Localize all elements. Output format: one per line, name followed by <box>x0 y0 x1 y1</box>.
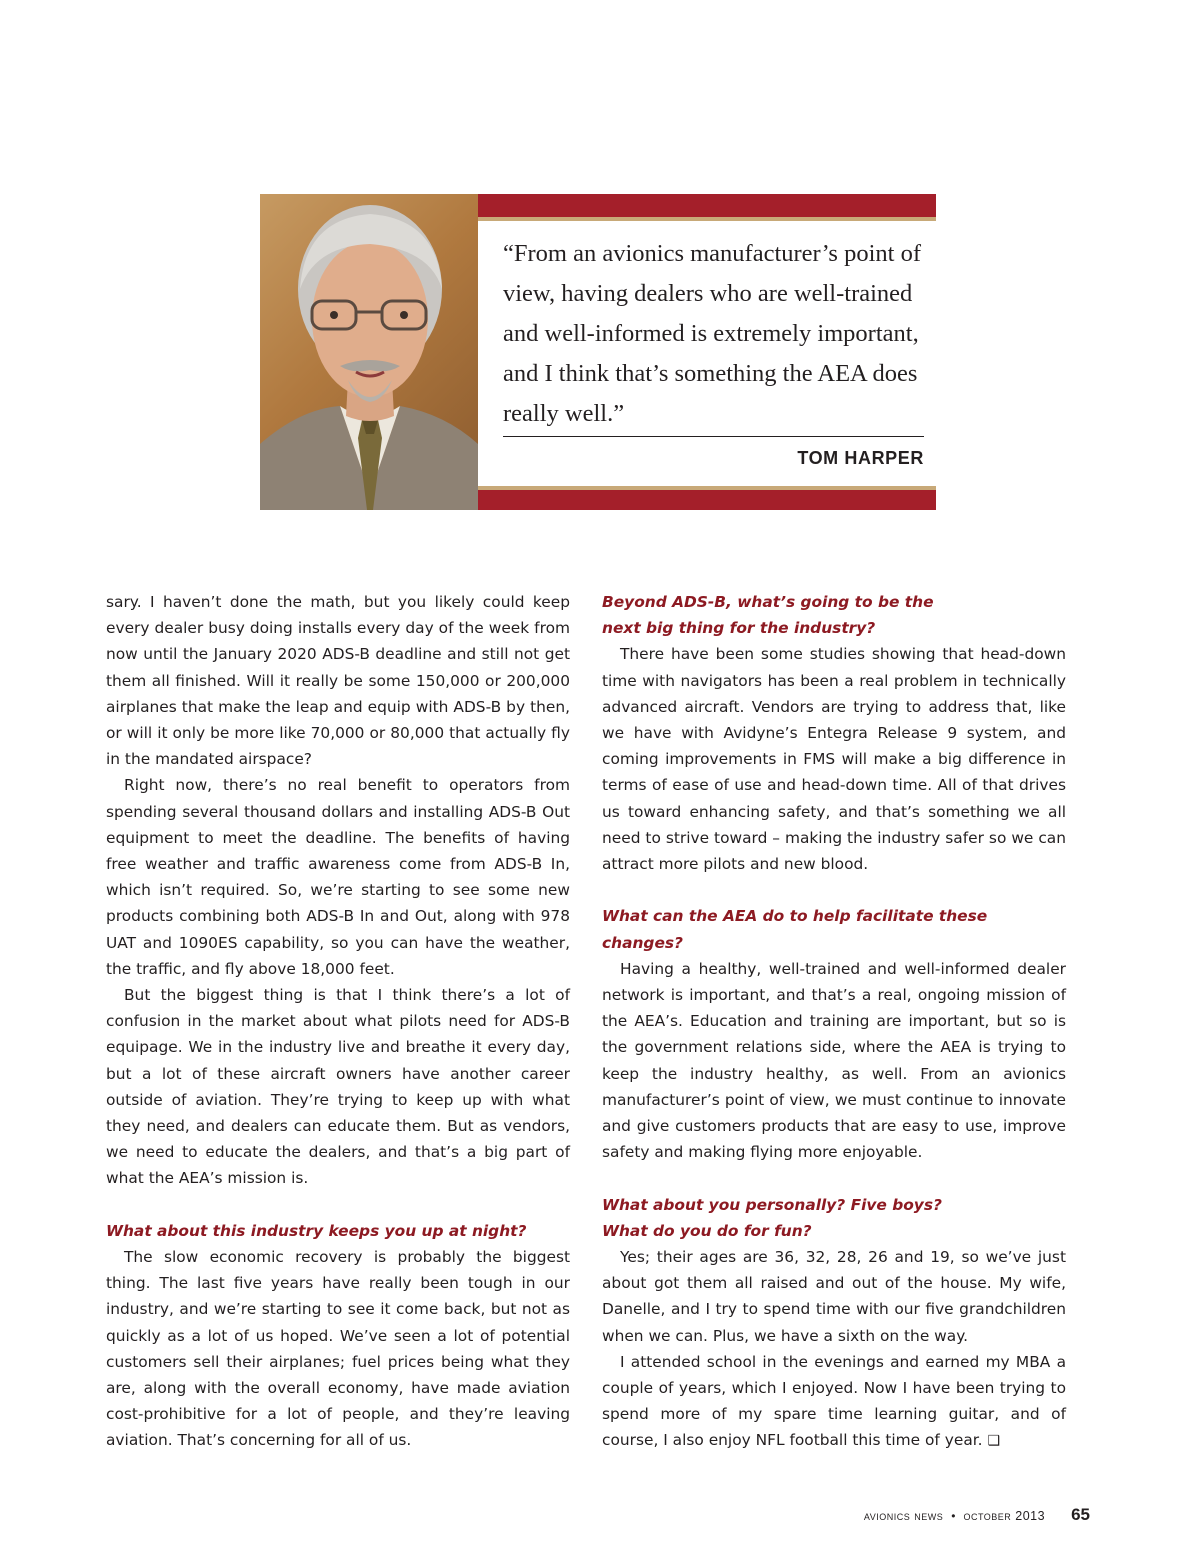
paragraph: Yes; their ages are 36, 32, 28, 26 and 19, so we’ve just about got them all raised and out of the house. My wife, Danelle, and I try to spend time with our five grandchildren when we can. Plus, we have a sixth on the way. <box>602 1248 1066 1345</box>
quote-divider <box>503 436 924 437</box>
paragraph: There have been some studies showing that head-down time with navigators has been a real problem in technically advanced aircraft. Vendors are trying to address that, like we have with Avidyne’s Entegra Release 9 system, and coming improvements in FMS will make a big difference in terms of ease of use and head-down time. All of that drives us toward enhancing safety, and that’s something we all need to strive toward – making the industry safer so we can attract more pilots and new blood. <box>602 645 1066 874</box>
question-line: Beyond ADS-B, what’s going to be the <box>602 593 934 611</box>
paragraph: The slow economic recovery is probably the biggest thing. The last five years have really been tough in our industry, and we’re starting to see it come back, but not as quickly as a lot of us hoped. We’ve seen a lot of potential customers sell their airplanes; fuel prices being what they are, along with the overall economy, have made aviation cost-prohibitive for a lot of people, and they’re leaving aviation. That’s concerning for all of us. <box>106 1248 570 1450</box>
page-number: 65 <box>1071 1505 1090 1524</box>
question-heading: What about this industry keeps you up at night? <box>106 1221 527 1240</box>
paragraph: Right now, there’s no real benefit to operators from spending several thousand dollars and installing ADS-B Out equipment to meet the deadline. The benefits of having free weather and traffic awareness come from ADS-B In, which isn’t required. So, we’re starting to see some new products combining both ADS-B In and Out, along with 978 UAT and 1090ES capability, so you can have the weather, the traffic, and fly above 18,000 feet. <box>106 776 570 978</box>
portrait-photo <box>260 194 478 510</box>
question-heading: What can the AEA do to help facilitate these changes? <box>602 907 988 952</box>
right-column <box>602 589 1066 1455</box>
paragraph-text: I attended school in the evenings and earned my MBA a couple of years, which I enjoyed. Now I have been trying to spend more of my spare time learning guitar, and of course, I also enjoy NFL football this time of year. <box>602 1352 1066 1450</box>
quote-author: TOM HARPER <box>797 448 924 468</box>
issue-date: october 2013 <box>963 1509 1046 1523</box>
paragraph <box>602 1349 1066 1455</box>
pull-quote-text: “From an avionics manufacturer’s point of view, having dealers who are well-trained and well-informed is extremely important, and I think that’s something the AEA does really well.” <box>503 240 921 427</box>
paragraph: But the biggest thing is that I think there’s a lot of confusion in the market about what pilots need for ADS-B equipage. We in the industry live and breathe it every day, but a lot of these aircraft owners have another career outside of aviation. They’re trying to keep up with what they need, and dealers can educate them. But as vendors, we need to educate the dealers, and that’s a big part of what the AEA’s mission is. <box>106 986 570 1188</box>
question-line: next big thing for the industry? <box>602 619 876 638</box>
question-line: What about you personally? Five boys? <box>602 1195 942 1214</box>
quote-bar-bottom <box>478 486 936 510</box>
magazine-name: avionics news <box>863 1509 944 1523</box>
footer-bullet: • <box>951 1509 956 1523</box>
paragraph: sary. I haven’t done the math, but you likely could keep every dealer busy doing installs every day of the week from now until the January 2020 ADS-B deadline and still not get them all finished. Will it really be some 150,000 or 200,000 airplanes that make the leap and equip with ADS-B by then, or will it only be more like 70,000 or 80,000 that actually fly in the mandated airspace? <box>106 593 570 769</box>
question-heading <box>602 1192 1066 1244</box>
end-mark-icon: ❑ <box>987 1433 1001 1450</box>
question-heading <box>602 589 1066 641</box>
paragraph: Having a healthy, well-trained and well-informed dealer network is important, and that’s a real, ongoing mission of the AEA’s. Education and training are important, but so is the government relations side, where the AEA is trying to keep the industry healthy, as well. From an avionics manufacturer’s point of view, we must continue to innovate and give customers products that are easy to use, improve safety and making flying more enjoyable. <box>602 959 1066 1162</box>
question-line: What do you do for fun? <box>602 1221 812 1240</box>
left-column <box>106 589 570 1454</box>
page-footer <box>864 1505 1090 1525</box>
quote-bar-top <box>478 194 936 221</box>
pull-quote-box <box>260 194 936 510</box>
portrait-illustration <box>260 194 478 510</box>
